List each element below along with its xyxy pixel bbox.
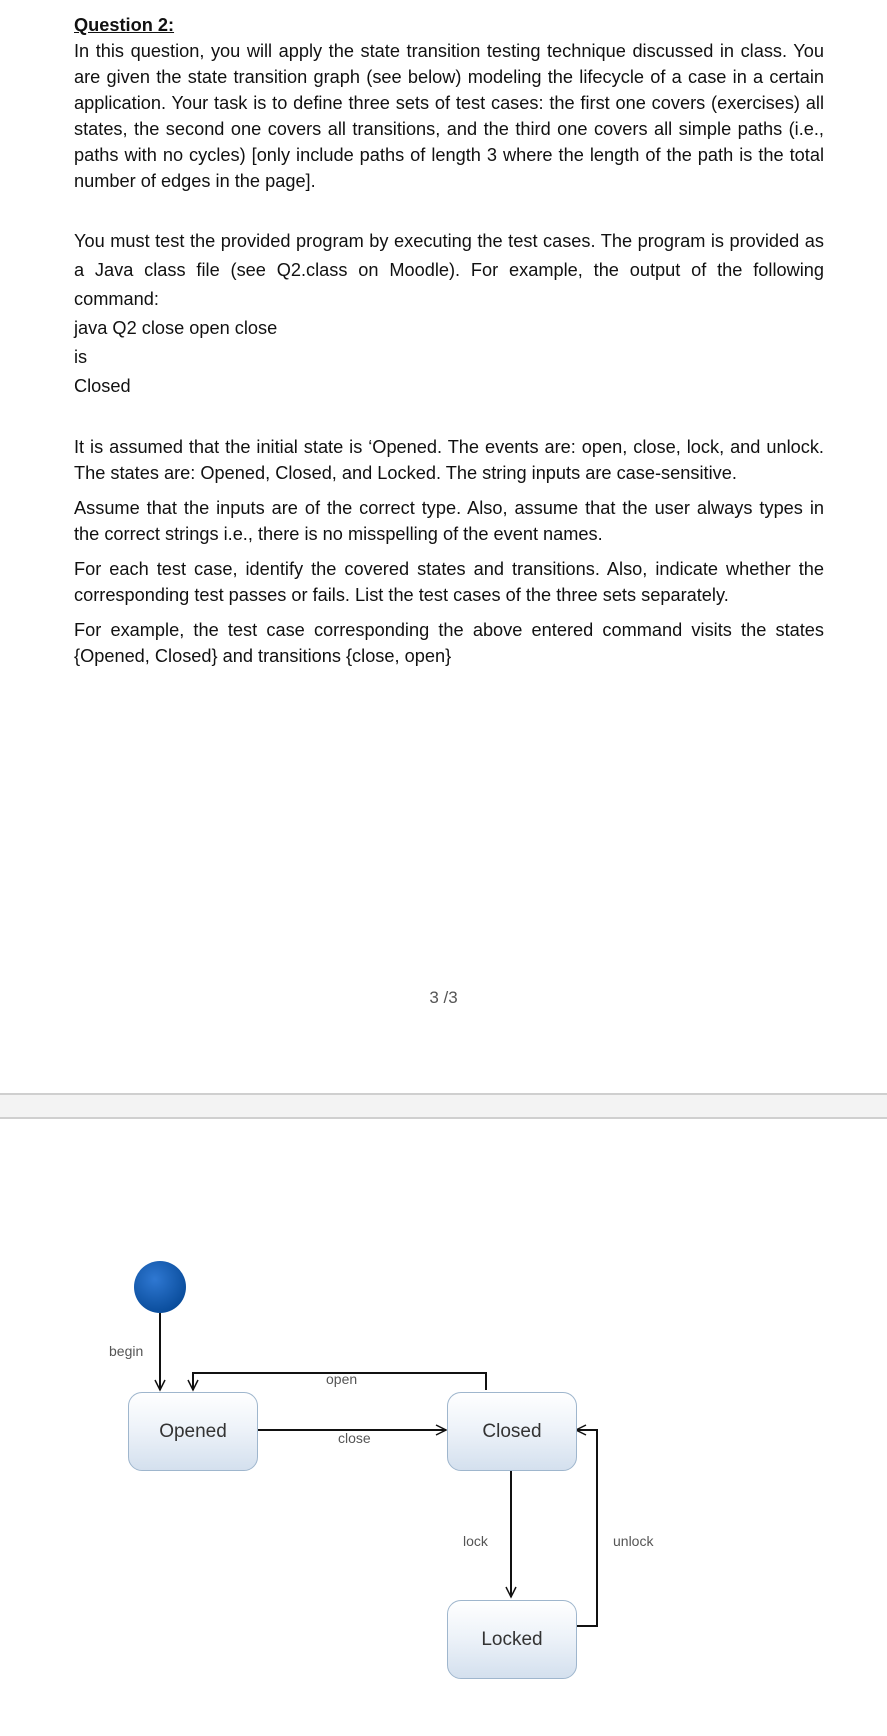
question-title: Question 2: <box>74 15 175 35</box>
state-locked-label: Locked <box>481 1628 543 1650</box>
state-locked <box>447 1600 577 1679</box>
begin-label: begin <box>109 1343 144 1359</box>
close-label: close <box>338 1430 371 1446</box>
command-output: Closed <box>74 376 131 396</box>
unlock-label: unlock <box>613 1533 654 1549</box>
program-note: You must test the provided program by executing the test cases. The program is provided as a Java class file (see Q2.class on Moodle). For example, the output of the following command: <box>74 231 824 309</box>
initial-state-node <box>134 1261 186 1313</box>
assumptions-paragraph: It is assumed that the initial state is ‘Opened. The events are: open, close, lock, and unlock. The states are: Opened, Closed, and Locked. The string inputs are case-sensitive. <box>74 437 824 483</box>
state-closed-label: Closed <box>482 1420 542 1442</box>
example-paragraph: For example, the test case corresponding the above entered command visits the states {Opened, Closed} and transitions {close, open} <box>74 620 824 666</box>
state-opened <box>128 1392 258 1471</box>
input-note-paragraph: Assume that the inputs are of the correct type. Also, assume that the user always types in the correct strings i.e., there is no misspelling of the event names. <box>74 498 824 544</box>
command-line: java Q2 close open close <box>74 318 278 338</box>
identify-paragraph: For each test case, identify the covered states and transitions. Also, indicate whether the corresponding test passes or fails. List the test cases of the three sets separately. <box>74 559 824 605</box>
open-label: open <box>326 1371 358 1387</box>
state-opened-label: Opened <box>159 1420 227 1442</box>
is-word: is <box>74 347 88 367</box>
state-closed <box>447 1392 577 1471</box>
page-separator <box>0 1093 887 1119</box>
unlock-edge <box>576 1430 597 1626</box>
lock-label: lock <box>463 1533 488 1549</box>
page-number: 3 /3 <box>429 988 458 1007</box>
intro-paragraph: In this question, you will apply the state transition testing technique discussed in class. You are given the state transition graph (see below) modeling the lifecycle of a case in a certain application. Your task is to define three sets of test cases: the first one covers (exercises) all states, the second one covers all transitions, and the third one covers all simple paths (i.e., paths with no cycles) [only include paths of length 3 where the length of the path is the total number of edges in the page]. <box>74 41 824 191</box>
question-content <box>74 12 824 669</box>
program-section <box>74 227 824 401</box>
